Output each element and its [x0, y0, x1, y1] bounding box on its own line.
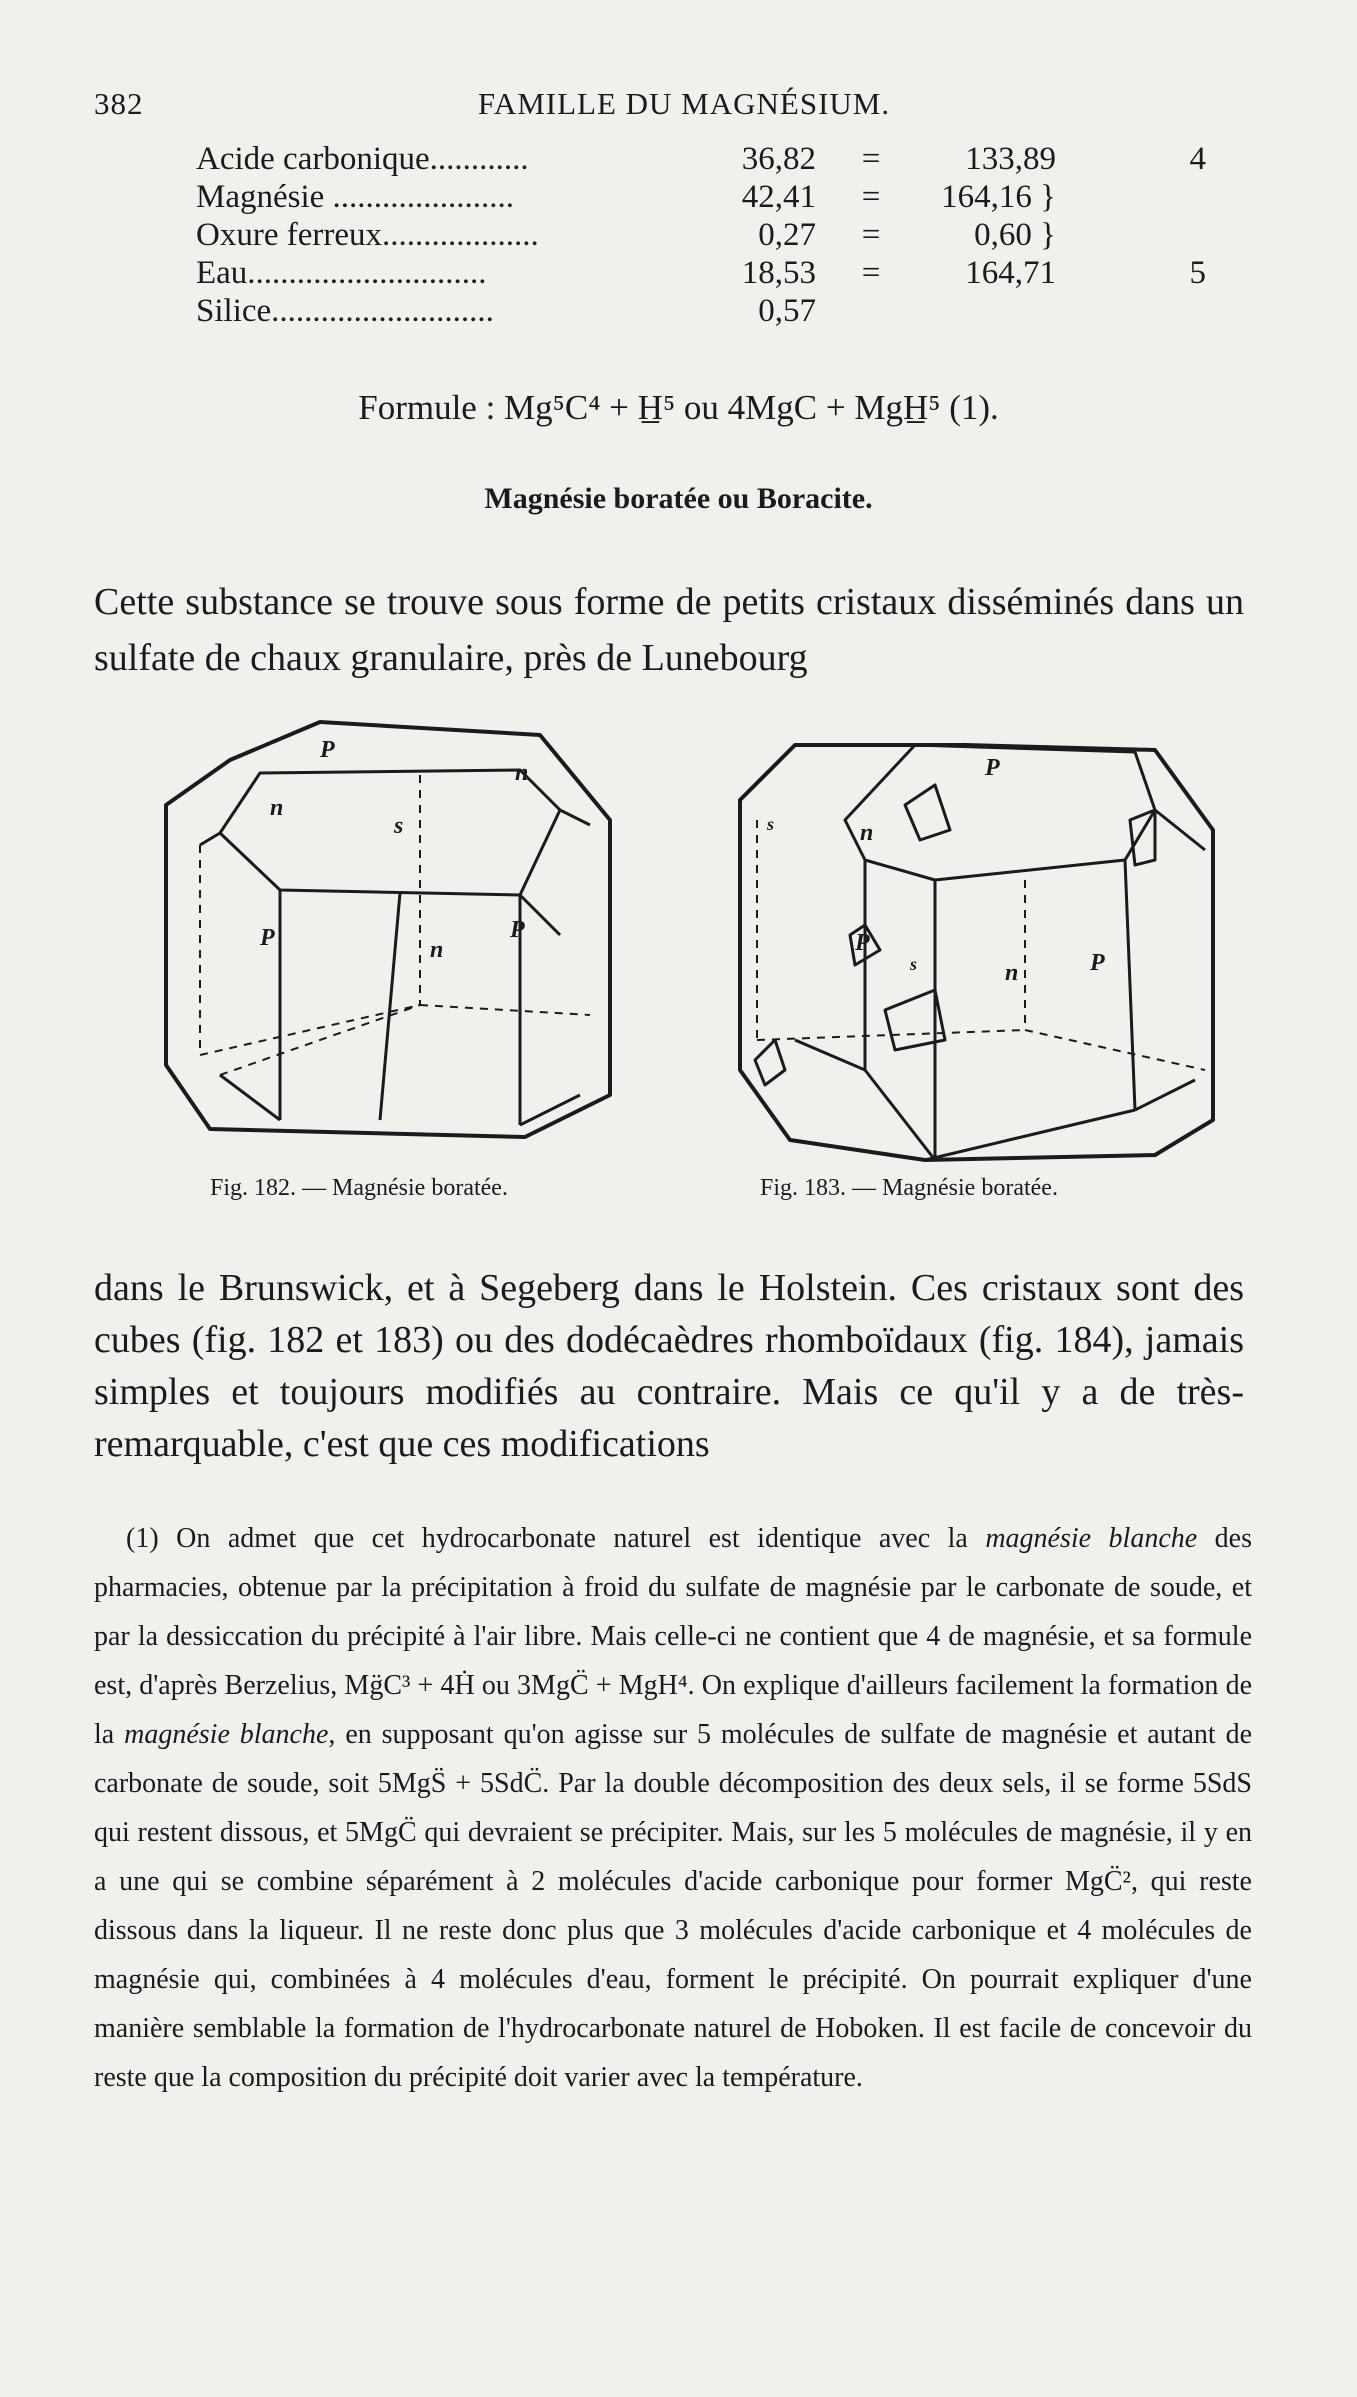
table-row [196, 254, 1206, 292]
face-label: n [860, 820, 874, 846]
oxygen-value [926, 292, 1056, 330]
equals-sign [816, 292, 926, 330]
oxygen-value: 0,60 } [974, 217, 1056, 253]
face-label: n [515, 760, 529, 786]
component-value: 42,41 [741, 179, 816, 215]
face-label: P [260, 925, 275, 951]
equals-sign: = [861, 141, 881, 177]
body-paragraph: dans le Brunswick, et à Segeberg dans le Holstein. Ces cristaux sont des cubes (fig. 182 et 183) ou des dodécaèdres rhomboïdaux (fig. 184), jamais simples et toujours modifiés au contraire. Mais ce qu'il y a de très-remarquable, c'est que ces modifications [94, 1267, 1244, 1465]
component-name: Oxure ferreux................... [196, 217, 539, 253]
face-label: s [394, 813, 404, 839]
component-value: 0,57 [758, 293, 816, 329]
oxygen-value: 164,71 [965, 255, 1056, 291]
component-name: Silice........................... [196, 293, 494, 329]
footnote [94, 1514, 1252, 2102]
body-paragraph: Cette substance se trouve sous forme de petits cristaux disséminés dans un sulfate de chaux granulaire, près de Lunebourg [94, 581, 1244, 679]
equals-sign: = [861, 179, 881, 215]
ratio-value: 5 [1189, 255, 1206, 291]
figure-caption: Fig. 183. — Magnésie boratée. [760, 1175, 1058, 1201]
component-name: Magnésie ...................... [196, 179, 515, 215]
oxygen-value: 133,89 [965, 141, 1056, 177]
component-name: Eau............................. [196, 255, 487, 291]
figure-caption: Fig. 182. — Magnésie boratée. [210, 1175, 508, 1201]
face-label: P [320, 737, 335, 763]
figure-183 [735, 740, 1225, 1170]
crystal-cube-illustration [160, 715, 630, 1145]
equals-sign: = [861, 217, 881, 253]
oxygen-value: 164,16 } [941, 179, 1056, 215]
component-value: 18,53 [741, 255, 816, 291]
section-title: Magnésie boratée ou Boracite. [484, 482, 873, 515]
table-row [196, 216, 1206, 254]
component-value: 0,27 [758, 217, 816, 253]
footnote-text: des pharmacies, obtenue par la précipitation à froid du sulfate de magnésie par le carbonate de soude, et par la dessiccation du précipité à l'air libre. Mais celle-ci ne contient que 4 de magnésie, et sa formule est, d'après Berzelius, Mg̈C³ + 4Ḣ ou 3MgC̈ + MgH⁴. On explique d'ailleurs facilement la formation de la [94, 1523, 1252, 1750]
running-title: FAMILLE DU MAGNÉSIUM. [477, 86, 891, 121]
chemical-formula: Formule : Mg⁵C⁴ + H̲⁵ ou 4MgC + MgH̲⁵ (1). [358, 388, 999, 427]
table-row [196, 178, 1206, 216]
ratio-value [1056, 292, 1206, 330]
face-label: n [1005, 960, 1019, 986]
ratio-value [1056, 178, 1206, 216]
face-label: P [985, 755, 1000, 781]
crystal-cube-illustration [735, 740, 1225, 1170]
figure-182 [160, 715, 630, 1145]
face-label: P [855, 930, 870, 956]
footnote-text: (1) On admet que cet hydrocarbonate naturel est identique avec la [126, 1523, 986, 1554]
ratio-value [1056, 216, 1206, 254]
footnote-emphasis: magnésie blanche [124, 1719, 329, 1750]
face-label: s [767, 814, 775, 834]
component-value: 36,82 [741, 141, 816, 177]
page-number: 382 [94, 86, 144, 121]
ratio-value: 4 [1189, 141, 1206, 177]
equals-sign: = [861, 255, 881, 291]
table-row [196, 292, 1206, 330]
face-label: s [910, 954, 918, 974]
table-row [196, 140, 1206, 178]
footnote-text: , en supposant qu'on agisse sur 5 molécules de sulfate de magnésie et autant de carbonate de soude, soit 5MgS̈ + 5SdC̈. Par la double décomposition des deux sels, il se forme 5SdS qui restent dissous, et 5MgC̈ qui devraient se précipiter. Mais, sur les 5 molécules de magnésie, il y en a une qui se combine séparément à 2 molécules d'acide carbonique pour former MgC̈², qui reste dissous dans la liqueur. Il ne reste donc plus que 3 molécules d'acide carbonique et 4 molécules de magnésie qui, combinées à 4 molécules d'eau, forment le précipité. On pourrait expliquer d'une manière semblable la formation de l'hydrocarbonate naturel de Hoboken. Il est facile de concevoir du reste que la composition du précipité doit varier avec la température. [94, 1719, 1252, 2093]
analysis-table [196, 140, 1206, 330]
face-label: P [510, 917, 525, 943]
footnote-emphasis: magnésie blanche [985, 1523, 1198, 1554]
face-label: n [430, 937, 444, 963]
component-name: Acide carbonique............ [196, 141, 529, 177]
face-label: n [270, 795, 284, 821]
running-header [94, 86, 1274, 130]
face-label: P [1090, 950, 1105, 976]
